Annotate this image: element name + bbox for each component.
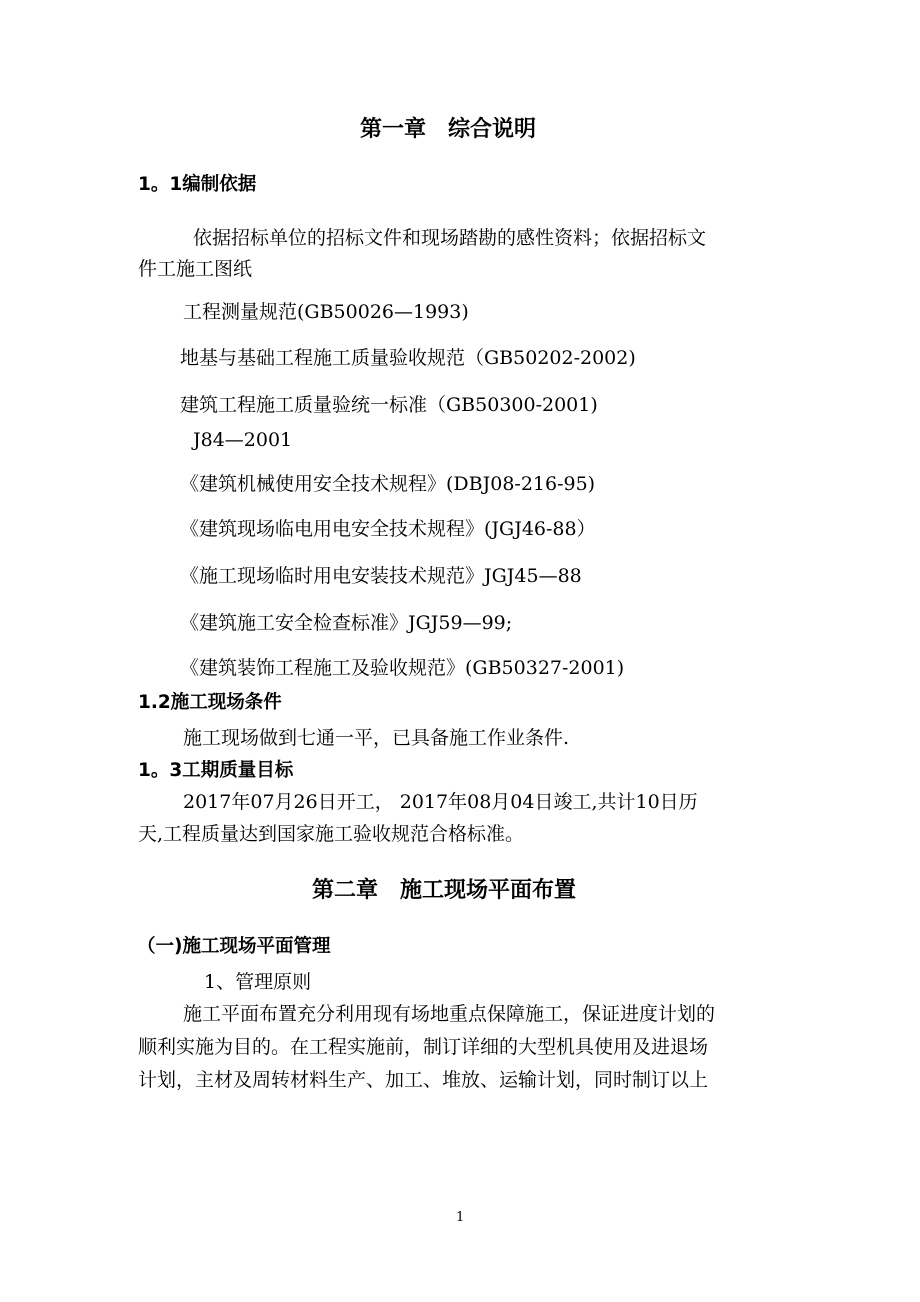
section-1-3-line-2: 天,工程质量达到国家施工验收规范合格标准。 — [138, 823, 525, 845]
standard-item: 《建筑施工安全检查标准》JGJ59—99; — [180, 612, 513, 634]
standard-item: 《施工现场临时用电安装技术规范》JGJ45—88 — [180, 565, 582, 587]
standard-item: 《建筑现场临电用电安全技术规程》(JGJ46-88） — [180, 518, 596, 540]
section-1-1-heading: 1。1编制依据 — [138, 174, 257, 195]
section-1-2-text: 施工现场做到七通一平，已具备施工作业条件. — [183, 727, 570, 749]
section-2-1-line-1: 施工平面布置充分利用现有场地重点保障施工，保证进度计划的 — [183, 1003, 716, 1025]
section-1-1-intro-line-1: 依据招标单位的招标文件和现场踏勘的感性资料；依据招标文 — [193, 227, 707, 249]
standard-item: 地基与基础工程施工质量验收规范（GB50202-2002) — [180, 347, 636, 369]
section-2-1-line-2: 顺利实施为目的。在工程实施前，制订详细的大型机具使用及进退场 — [138, 1036, 709, 1058]
standard-item: J84—2001 — [193, 429, 293, 451]
section-2-1-subheading: 1、管理原则 — [204, 971, 312, 993]
standard-item: 工程测量规范(GB50026—1993) — [183, 301, 469, 323]
standard-item: 《建筑机械使用安全技术规程》(DBJ08-216-95) — [180, 473, 596, 495]
standard-item: 《建筑装饰工程施工及验收规范》(GB50327-2001) — [180, 657, 625, 679]
section-1-1-intro-line-2: 件工施工图纸 — [138, 258, 253, 280]
section-1-2-heading: 1.2施工现场条件 — [138, 692, 282, 713]
section-2-1-heading: （一)施工现场平面管理 — [137, 936, 331, 957]
section-1-3-heading: 1。3工期质量目标 — [138, 760, 294, 781]
chapter-2-title: 第二章 施工现场平面布置 — [312, 878, 577, 903]
section-1-3-line-1: 2017年07月26日开工， 2017年08月04日竣工,共计10日历 — [183, 791, 698, 813]
page-number: 1 — [456, 1210, 465, 1225]
chapter-1-title: 第一章 综合说明 — [360, 117, 537, 142]
section-2-1-line-3: 计划，主材及周转材料生产、加工、堆放、运输计划，同时制订以上 — [138, 1069, 709, 1091]
standard-item: 建筑工程施工质量验统一标准（GB50300-2001) — [180, 394, 598, 416]
